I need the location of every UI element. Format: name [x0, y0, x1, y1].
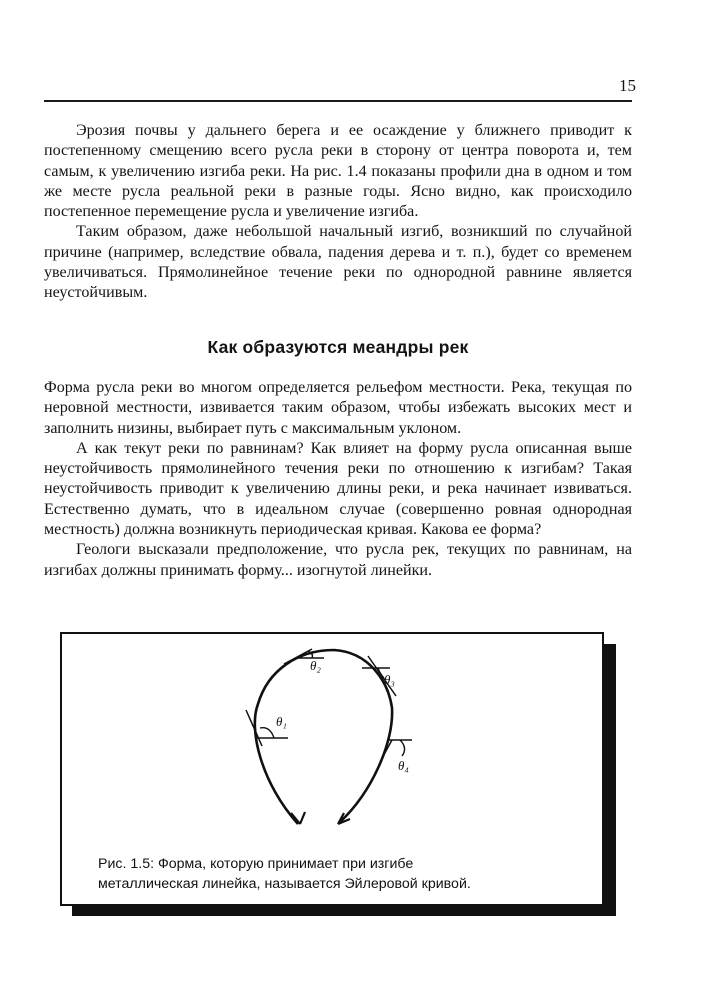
theta1-label: θ₁: [276, 714, 287, 729]
paragraph: Форма русла реки во многом определяется рельефом местности. Река, текущая по неровной местности, извивается таким образом, чтобы избежать высоких мест и заполнить низины, выбирает путь с максимальным уклоном.: [44, 379, 632, 437]
elastica-curve: [255, 650, 392, 824]
caption-line: Рис. 1.5: Форма, которую принимает при изгибе: [98, 856, 414, 872]
theta3-label: θ₃: [384, 672, 395, 687]
header-rule: [44, 100, 632, 102]
paragraph: Эрозия почвы у дальнего берега и ее осаждение у ближнего приводит к постепенному смещению всего русла реки в сторону от центра поворота и, тем самым, к увеличению изгиба реки. На рис. 1.4 показаны профили дна в одном и том же месте русла реальной реки в разные годы. Ясно видно, как происходило постепенное перемещение русла и увеличение изгиба.: [44, 122, 632, 221]
page-number: 15: [619, 76, 636, 95]
section-text: [44, 378, 632, 581]
theta1-arc: [260, 728, 274, 738]
figure-1-5: [60, 632, 604, 906]
paragraph: Таким образом, даже небольшой начальный изгиб, возникший по случайной причине (например, вследствие обвала, падения дерева и т. п.), будет со временем увеличиваться. Прямолинейное течение реки по однородной равнине является неустойчивым.: [44, 223, 632, 302]
caption-line: металлическая линейка, называется Эйлеровой кривой.: [98, 876, 471, 892]
paragraph: А как текут реки по равнинам? Как влияет на форму русла описанная выше неустойчивость прямолинейного течения реки по отношению к изгибам? Такая неустойчивость приводит к увеличению длины реки, и река начинает извиваться. Естественно думать, что в идеальном случае (совершенно ровная однородная местность) должна возникнуть периодическая кривая. Какова ее форма?: [44, 439, 632, 539]
figure-caption: [98, 854, 578, 894]
theta4-tangent: [380, 740, 392, 762]
intro-text: [44, 121, 632, 304]
theta4-arc: [400, 740, 405, 756]
paragraph: Геологи высказали предположение, что русла рек, текущих по равнинам, на изгибах должны принимать форму... изогнутой линейки.: [44, 541, 632, 579]
theta2-label: θ₂: [310, 658, 321, 673]
theta4-label: θ₄: [398, 758, 409, 773]
theta2-tangent: [284, 649, 312, 664]
section-heading: Как образуются меандры рек: [207, 337, 469, 357]
